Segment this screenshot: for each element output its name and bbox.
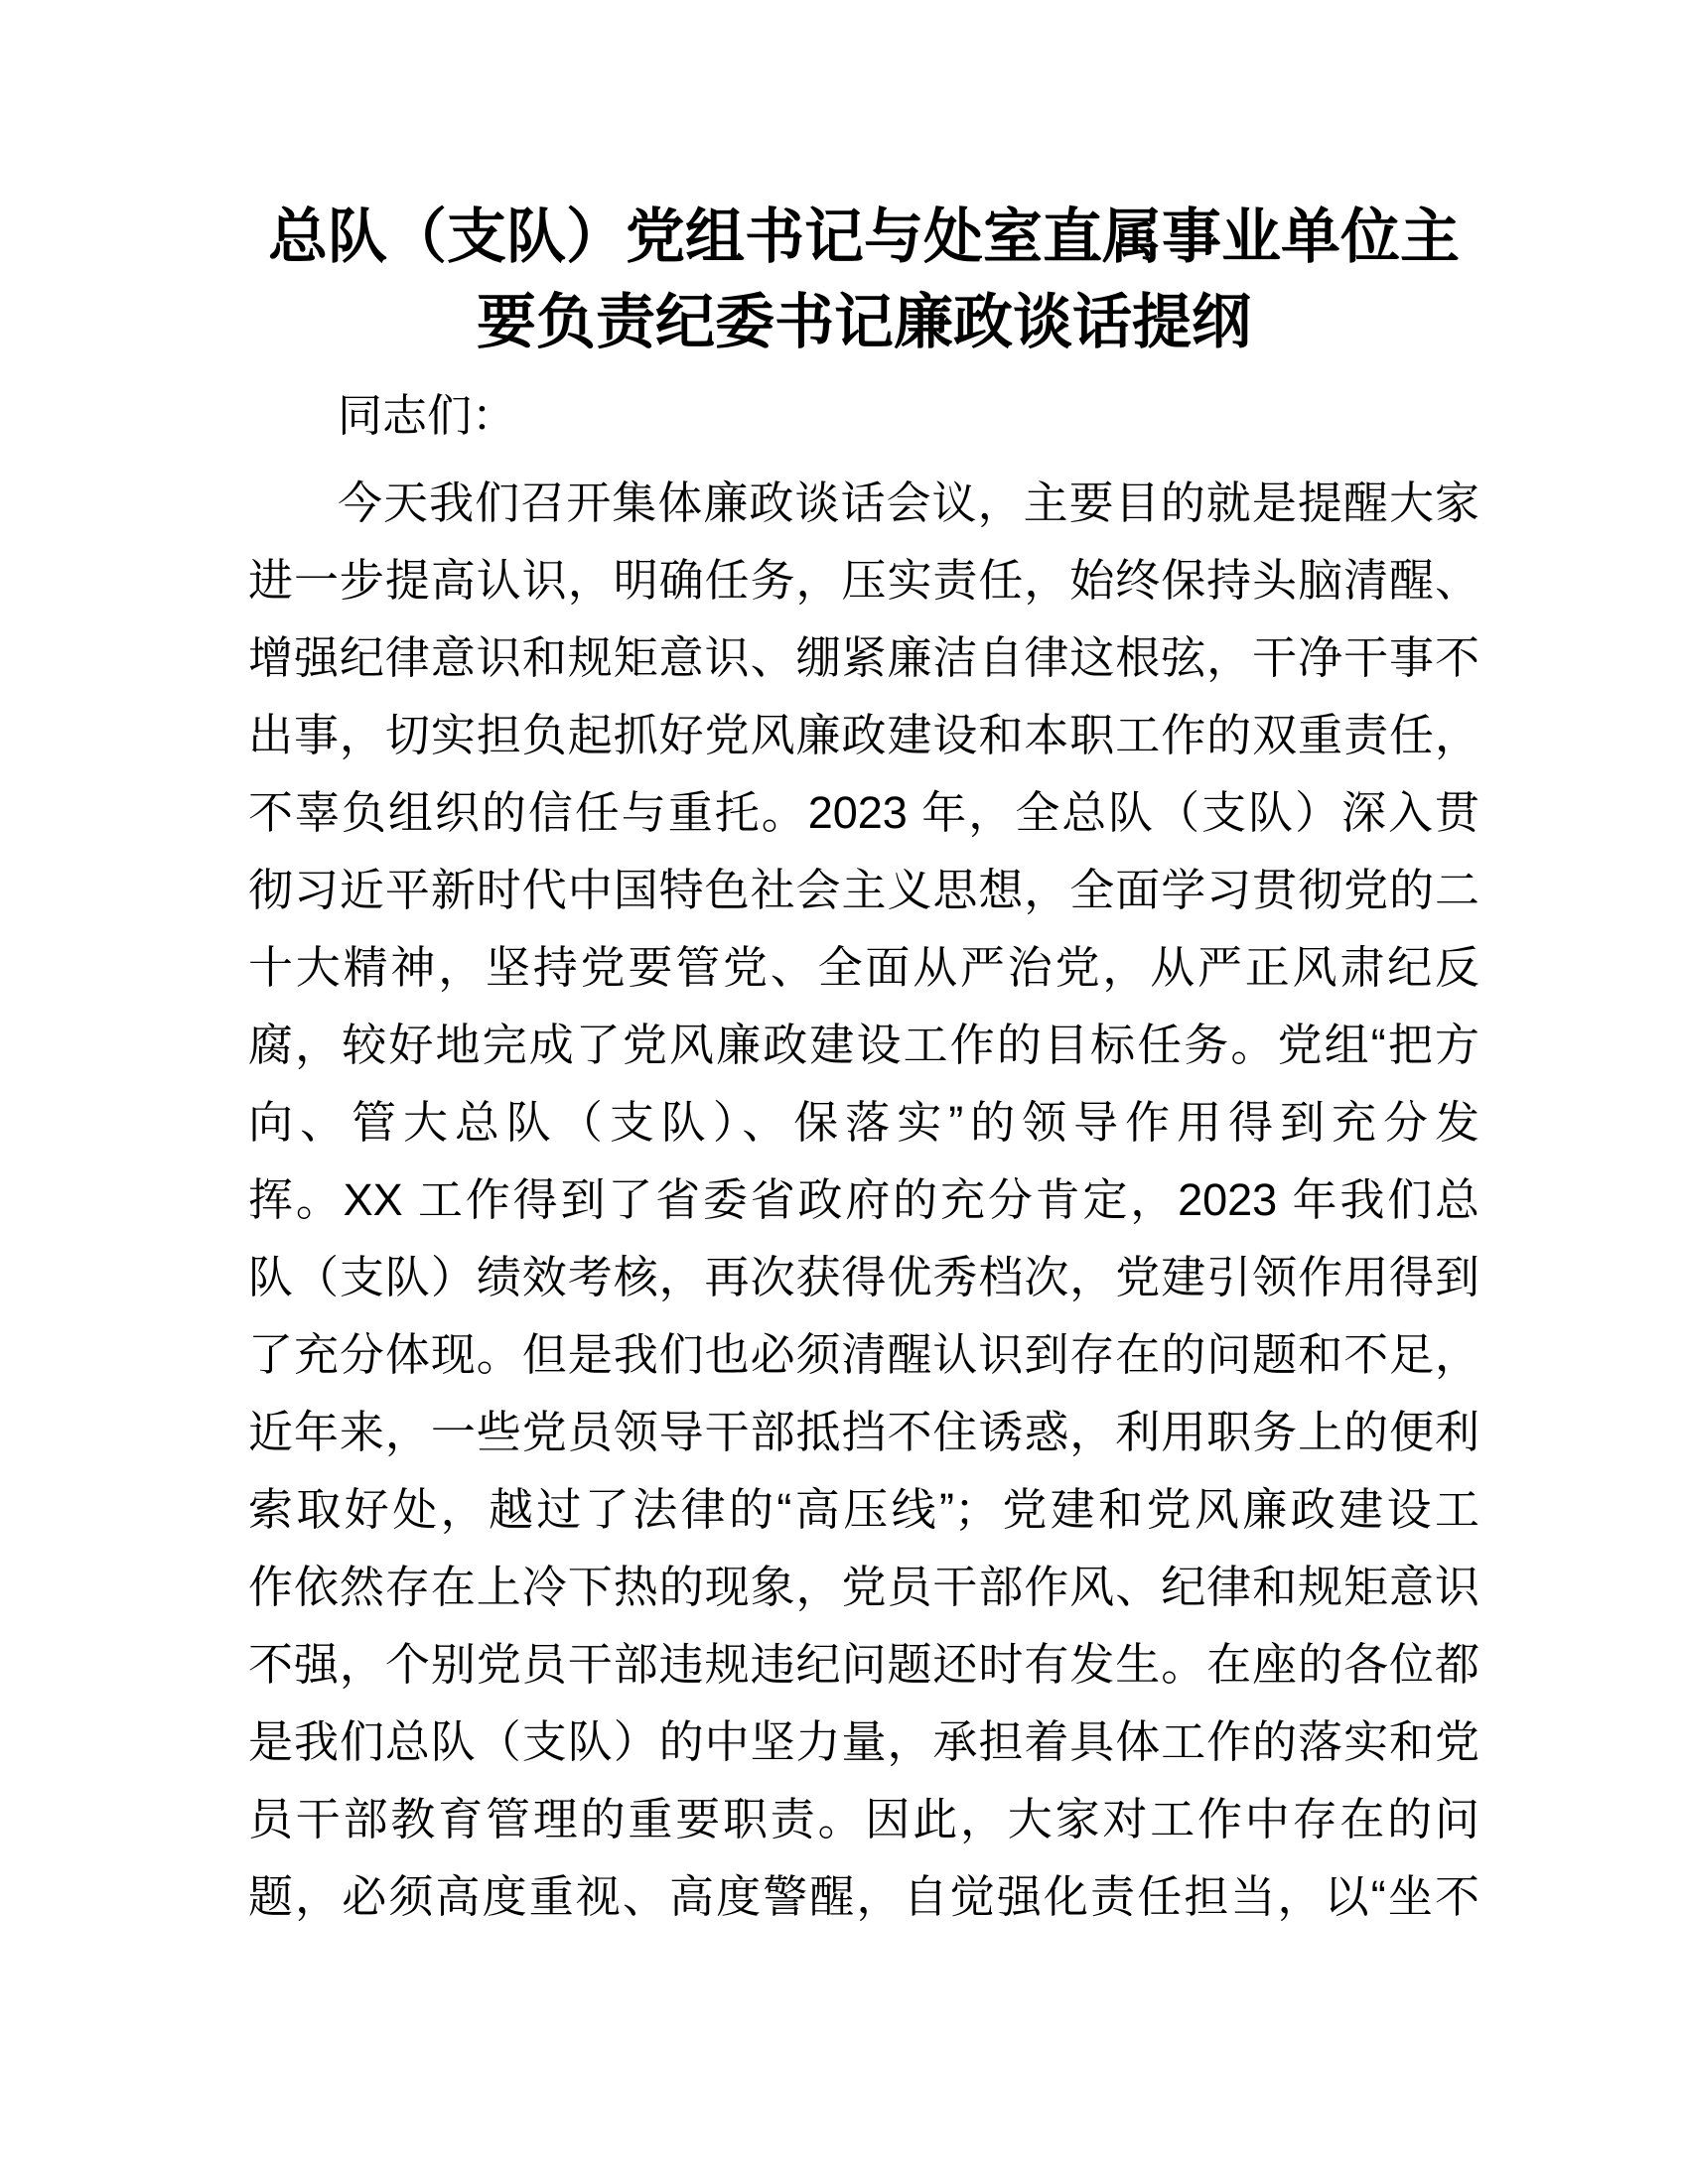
paragraph-line: 员干部教育管理的重要职责。因此，大家对工作中存在的问 <box>248 1794 1479 1844</box>
paragraph-line: 队（支队）绩效考核，再次获得优秀档次，党建引领作用得到 <box>248 1252 1479 1302</box>
paragraph-line: 十大精神，坚持党要管党、全面从严治党，从严正风肃纪反 <box>248 942 1479 993</box>
paragraph-line: 近年来，一些党员领导干部抵挡不住诱惑，利用职务上的便利 <box>248 1407 1479 1457</box>
paragraph-line: 题，必须高度重视、高度警醒，自觉强化责任担当，以“坐不 <box>248 1871 1479 1922</box>
paragraph-line: 彻习近平新时代中国特色社会主义思想，全面学习贯彻党的二 <box>248 865 1479 915</box>
document-title <box>248 195 1479 365</box>
paragraph <box>248 465 1479 1936</box>
paragraph-line: 出事，切实担负起抓好党风廉政建设和本职工作的双重责任， <box>248 710 1479 760</box>
paragraph-line: 了充分体现。但是我们也必须清醒认识到存在的问题和不足， <box>248 1329 1479 1380</box>
paragraph-line: 今天我们召开集体廉政谈话会议，主要目的就是提醒大家 <box>338 478 1479 528</box>
paragraph-line: 索取好处，越过了法律的“高压线”；党建和党风廉政建设工 <box>248 1484 1479 1535</box>
paragraph-line: 腐，较好地完成了党风廉政建设工作的目标任务。党组“把方 <box>248 1020 1479 1070</box>
paragraph-line: 增强纪律意识和规矩意识、绷紧廉洁自律这根弦，干净干事不 <box>248 632 1479 683</box>
paragraph-line: 进一步提高认识，明确任务，压实责任，始终保持头脑清醒、 <box>248 555 1479 606</box>
paragraph-line: 向、管大总队（支队）、保落实”的领导作用得到充分发 <box>248 1097 1479 1148</box>
title-line-1: 总队（支队）党组书记与处室直属事业单位主 <box>268 204 1460 270</box>
paragraph-line: 挥。XX 工作得到了省委省政府的充分肯定，2023 年我们总 <box>248 1174 1479 1225</box>
document-body <box>248 377 1479 1936</box>
salutation: 同志们： <box>338 390 517 441</box>
paragraph-line: 是我们总队（支队）的中坚力量，承担着具体工作的落实和党 <box>248 1716 1479 1767</box>
paragraph-line: 作依然存在上冷下热的现象，党员干部作风、纪律和规矩意识 <box>248 1562 1479 1612</box>
title-line-2: 要负责纪委书记廉政谈话提纲 <box>477 289 1251 355</box>
paragraph-line: 不强，个别党员干部违规违纪问题还时有发生。在座的各位都 <box>248 1639 1479 1690</box>
paragraph-line: 不辜负组织的信任与重托。2023 年，全总队（支队）深入贯 <box>248 787 1479 838</box>
